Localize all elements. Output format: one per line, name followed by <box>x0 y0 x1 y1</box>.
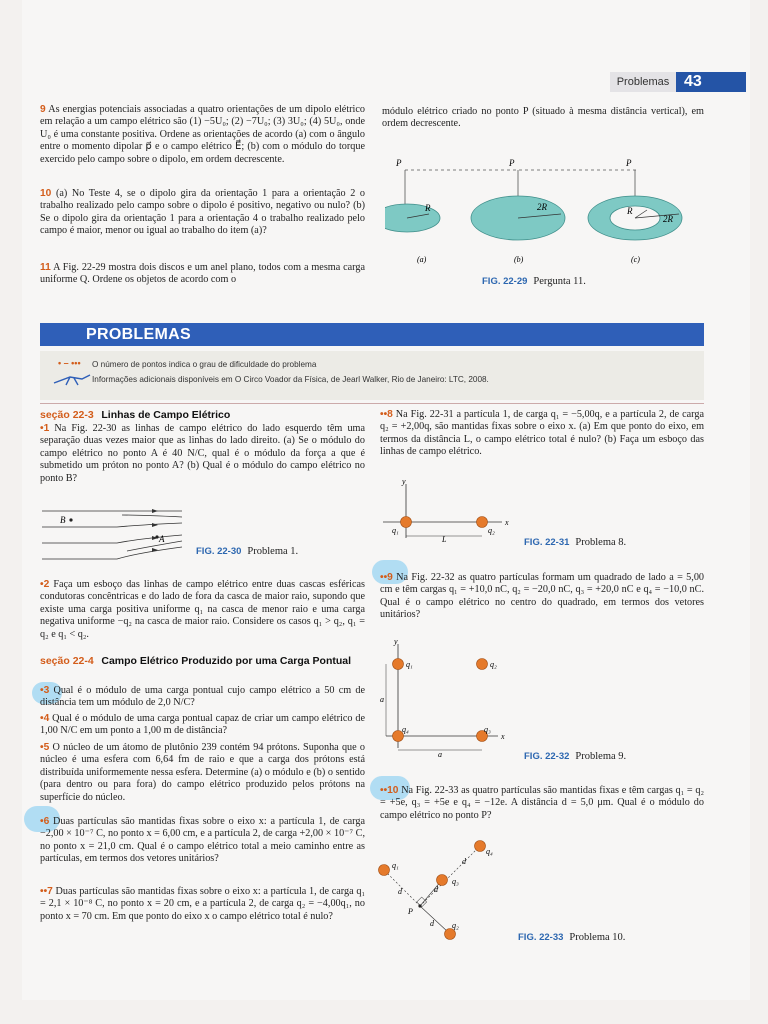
figure-caption-text: Pergunta 11. <box>533 276 586 287</box>
figure-22-32 <box>378 636 518 758</box>
question-number: 9 <box>40 104 46 115</box>
radius-label-a: R <box>425 203 431 213</box>
difficulty-note: O número de pontos indica o grau de dificuldade do problema <box>92 360 317 369</box>
d-label-2: d <box>430 919 434 928</box>
question-text: (a) No Teste 4, se o dipolo gira da orientação 1 para a orientação 2 o trabalho realizado pelo campo sobre o dipolo é positivo, negativo ou nulo? (b) Se o dipolo gira da orientação 1 para a orientação 4 o trabalho realizado pelo campo é maior, menor ou igual ao trabalho do item (a)? <box>40 188 366 237</box>
right-angle-marker <box>417 897 427 907</box>
problem-9 <box>380 572 704 622</box>
figure-22-32-caption <box>524 751 626 762</box>
section-number: seção 22-3 <box>40 409 94 421</box>
problem-text: Duas partículas são mantidas fixas sobre o eixo x: a partícula 1, de carga −2,00 × 10⁻⁷ C, no ponto x = 6,00 cm, e a partícula 2, de carga +2,00 × 10⁻⁷ C, no ponto x = 21,0 cm. Qual é o campo elétrico total a meio caminho entre as partículas, em termos dos vetores unitários? <box>40 816 365 865</box>
problem-number: ••9 <box>380 572 393 583</box>
point-a-label: A <box>159 534 165 544</box>
figure-22-29-caption <box>482 276 586 287</box>
subfig-label-b: (b) <box>514 255 524 264</box>
figure-22-30-caption <box>196 546 298 557</box>
q4-label: q₄ <box>402 725 409 734</box>
problem-1 <box>40 423 365 485</box>
problem-3 <box>40 685 365 710</box>
problem-text: Na Fig. 22-30 as linhas de campo elétrico do lado esquerdo têm uma separação duas vezes maior que as linhas do lado direito. (a) Se o módulo do campo elétrico no ponto A é 40 N/C, qual é o módulo da força a que é submetido um próton no ponto A? (b) Qual é o módulo do campo elétrico no ponto B? <box>40 423 365 484</box>
figure-label: FIG. 22-29 <box>482 276 528 287</box>
q1-label: q₁ <box>392 861 399 870</box>
divider <box>40 403 704 404</box>
problem-number: •5 <box>40 742 50 753</box>
point-b-dot <box>69 518 72 521</box>
problem-5 <box>40 742 365 804</box>
problem-6 <box>40 816 365 866</box>
question-11 <box>40 262 365 287</box>
difficulty-dots: • – ••• <box>58 358 81 368</box>
problem-number: ••8 <box>380 409 393 420</box>
question-text: A Fig. 22-29 mostra dois discos e um anel plano, todos com a mesma carga uniforme Q. Ordene os objetos de acordo com o <box>40 262 365 286</box>
flying-circus-icon <box>52 373 92 387</box>
y-axis-label: y <box>394 637 398 646</box>
question-10 <box>40 188 365 238</box>
question-text: As energias potenciais associadas a quatro orientações de um dipolo elétrico em relação a um campo elétrico são (1) −5U₀; (2) −7U₀; (3) 3U₀; (4) 5U₀, onde U₀ é uma constante positiva. Ordene as orientações de acordo (a) com o ângulo entre o momento dipolar p⃗ e o campo elétrico E⃗; (b) com o módulo do torque exercido pelo campo sobre o dipolo, em ordem decrescente. <box>40 104 365 165</box>
problem-text: Na Fig. 22-32 as quatro partículas formam um quadrado de lado a = 5,00 cm e têm cargas q₁ = +10,0 nC, q₂ = −20,0 nC, q₃ = +20,0 nC e q₄ = −10,0 nC. Qual é o campo elétrico no centro do quadrado, em termos dos vetores unitários? <box>380 572 705 621</box>
problem-text: Qual é o módulo de uma carga pontual cujo campo elétrico a 50 cm de distância tem um módulo de 2,0 N/C? <box>40 685 366 709</box>
line-p-q1 <box>384 870 420 906</box>
figure-22-30 <box>42 505 187 565</box>
charge-q4 <box>475 841 486 852</box>
point-label-a: P <box>396 158 402 168</box>
figure-caption-text: Problema 1. <box>247 546 299 557</box>
question-number: 11 <box>40 262 51 273</box>
q1-label: q₁ <box>392 526 399 535</box>
charge-q2 <box>477 517 488 528</box>
figure-label: FIG. 22-33 <box>518 932 564 943</box>
figure-label: FIG. 22-31 <box>524 537 570 548</box>
section-heading-22-4 <box>40 655 365 668</box>
subfig-label-c: (c) <box>631 255 640 264</box>
problem-number: •1 <box>40 423 50 434</box>
point-p-dot <box>418 904 421 907</box>
q3-label: q₃ <box>452 877 459 886</box>
d-label-4: d <box>462 857 466 866</box>
radius-label-b: 2R <box>537 202 547 212</box>
question-9 <box>40 104 365 166</box>
problem-text: Faça um esboço das linhas de campo elétrico entre duas cascas esféricas condutoras concêntricas e do lado de fora da casca de maior raio, supondo que existe uma carga positiva uniforme q₁ na casca de menor raio e uma carga negativa uniforme −q₂ na casca de maior raio. Considere os casos q₁ > q₂, q₁ = q₂ e q₁ < q₂. <box>40 579 365 640</box>
charge-q1 <box>379 865 390 876</box>
q2-label: q₂ <box>490 660 497 669</box>
problem-4 <box>40 713 365 738</box>
charge-q2 <box>477 659 488 670</box>
problem-number: •4 <box>40 713 50 724</box>
line-p-q4 <box>420 848 478 906</box>
q4-label: q₄ <box>486 847 493 856</box>
q2-label: q₂ <box>488 526 495 535</box>
q3-label: q₃ <box>484 725 491 734</box>
p-label: P <box>408 907 413 916</box>
question-11-continued: módulo elétrico criado no ponto P (situado à mesma distância vertical), em ordem decrescente. <box>382 106 704 130</box>
charge-q3 <box>437 875 448 886</box>
figure-label: FIG. 22-30 <box>196 546 242 557</box>
section-title: Campo Elétrico Produzido por uma Carga Pontual <box>101 655 352 667</box>
charge-q2 <box>445 929 456 940</box>
q1-label: q₁ <box>406 660 413 669</box>
section-number: seção 22-4 <box>40 655 94 667</box>
d-label-3: d <box>434 885 438 894</box>
figure-22-33 <box>370 834 510 946</box>
figure-22-31 <box>378 476 518 546</box>
problem-text: Duas partículas são mantidas fixas sobre o eixo x: a partícula 1, de carga q₁ = 2,1 × 10⁻⁸ C, no ponto x = 20 cm, e a partícula 2, de carga q₂ = −4,00q₁, no ponto x = 70 cm. Em que ponto do eixo x o campo elétrico total é nulo? <box>40 886 365 922</box>
problem-number: •3 <box>40 685 50 696</box>
section-title: Linhas de Campo Elétrico <box>101 409 231 421</box>
figure-label: FIG. 22-32 <box>524 751 570 762</box>
charge-q1 <box>393 659 404 670</box>
side-a-label-bottom: a <box>438 750 442 758</box>
figure-caption-text: Problema 8. <box>575 537 627 548</box>
figure-22-33-caption <box>518 932 625 943</box>
problem-text: Na Fig. 22-33 as quatro partículas são mantidas fixas e têm cargas q₁ = q₂ = +5e, q₃ = +5e e q₄ = −12e. A distância d = 5,0 μm. Qual é o módulo do campo elétrico no ponto P? <box>380 785 705 821</box>
problem-text: O núcleo de um átomo de plutônio 239 contém 94 prótons. Suponha que o núcleo é uma esfera com 6,64 fm de raio e que a carga dos prótons está distribuída uniformemente nessa esfera. Determine (a) o módulo e (b) o sentido (para dentro ou para fora) do campo elétrico produzido pelos prótons na superfície do núcleo. <box>40 742 366 803</box>
section-heading-22-3 <box>40 409 365 422</box>
extra-info-note: Informações adicionais disponíveis em O Circo Voador da Física, de Jearl Walker, Rio de Janeiro: LTC, 2008. <box>92 375 489 384</box>
problem-text: Qual é o módulo de uma carga pontual capaz de criar um campo elétrico de 1,00 N/C em um ponto a 1,00 m de distância? <box>40 713 366 737</box>
problem-text: Na Fig. 22-31 a partícula 1, de carga q₁ = −5,00q, e a partícula 2, de carga q₂ = +2,00q, são mantidas fixas sobre o eixo x. (a) Em que ponto do eixo, em termos da distância L, o campo elétrico total é nulo? (b) Faça um esboço das linhas de campo elétrico. <box>380 409 704 458</box>
l-label: L <box>442 535 447 544</box>
point-label-c: P <box>626 158 632 168</box>
q2-label: q₂ <box>452 921 459 930</box>
point-b-label: B <box>60 515 66 525</box>
figure-caption-text: Problema 10. <box>569 932 626 943</box>
y-axis-label: y <box>402 477 406 486</box>
disc-a <box>385 204 440 232</box>
figure-22-29 <box>385 148 705 273</box>
problem-7 <box>40 886 365 923</box>
problem-8 <box>380 409 704 459</box>
page-number: 43 <box>676 72 746 92</box>
subfig-label-a: (a) <box>417 255 427 264</box>
problem-2 <box>40 579 365 641</box>
inner-radius-label-c: R <box>627 206 633 216</box>
problem-number: •6 <box>40 816 50 827</box>
problems-banner: PROBLEMAS <box>40 323 704 346</box>
side-a-label: a <box>380 695 384 704</box>
problem-number: •2 <box>40 579 50 590</box>
notes-box <box>40 351 704 400</box>
figure-caption-text: Problema 9. <box>575 751 627 762</box>
outer-radius-label-c: 2R <box>663 214 673 224</box>
problem-10 <box>380 785 704 822</box>
figure-22-31-caption <box>524 537 626 548</box>
x-axis-label: x <box>505 518 509 527</box>
charge-q1 <box>401 517 412 528</box>
problem-number: ••10 <box>380 785 399 796</box>
running-header-label: Problemas <box>610 72 676 92</box>
question-number: 10 <box>40 188 52 199</box>
d-label-1: d <box>398 887 402 896</box>
point-label-b: P <box>509 158 515 168</box>
x-axis-label: x <box>501 732 505 741</box>
problem-number: ••7 <box>40 886 53 897</box>
line-p-q2 <box>420 906 448 932</box>
